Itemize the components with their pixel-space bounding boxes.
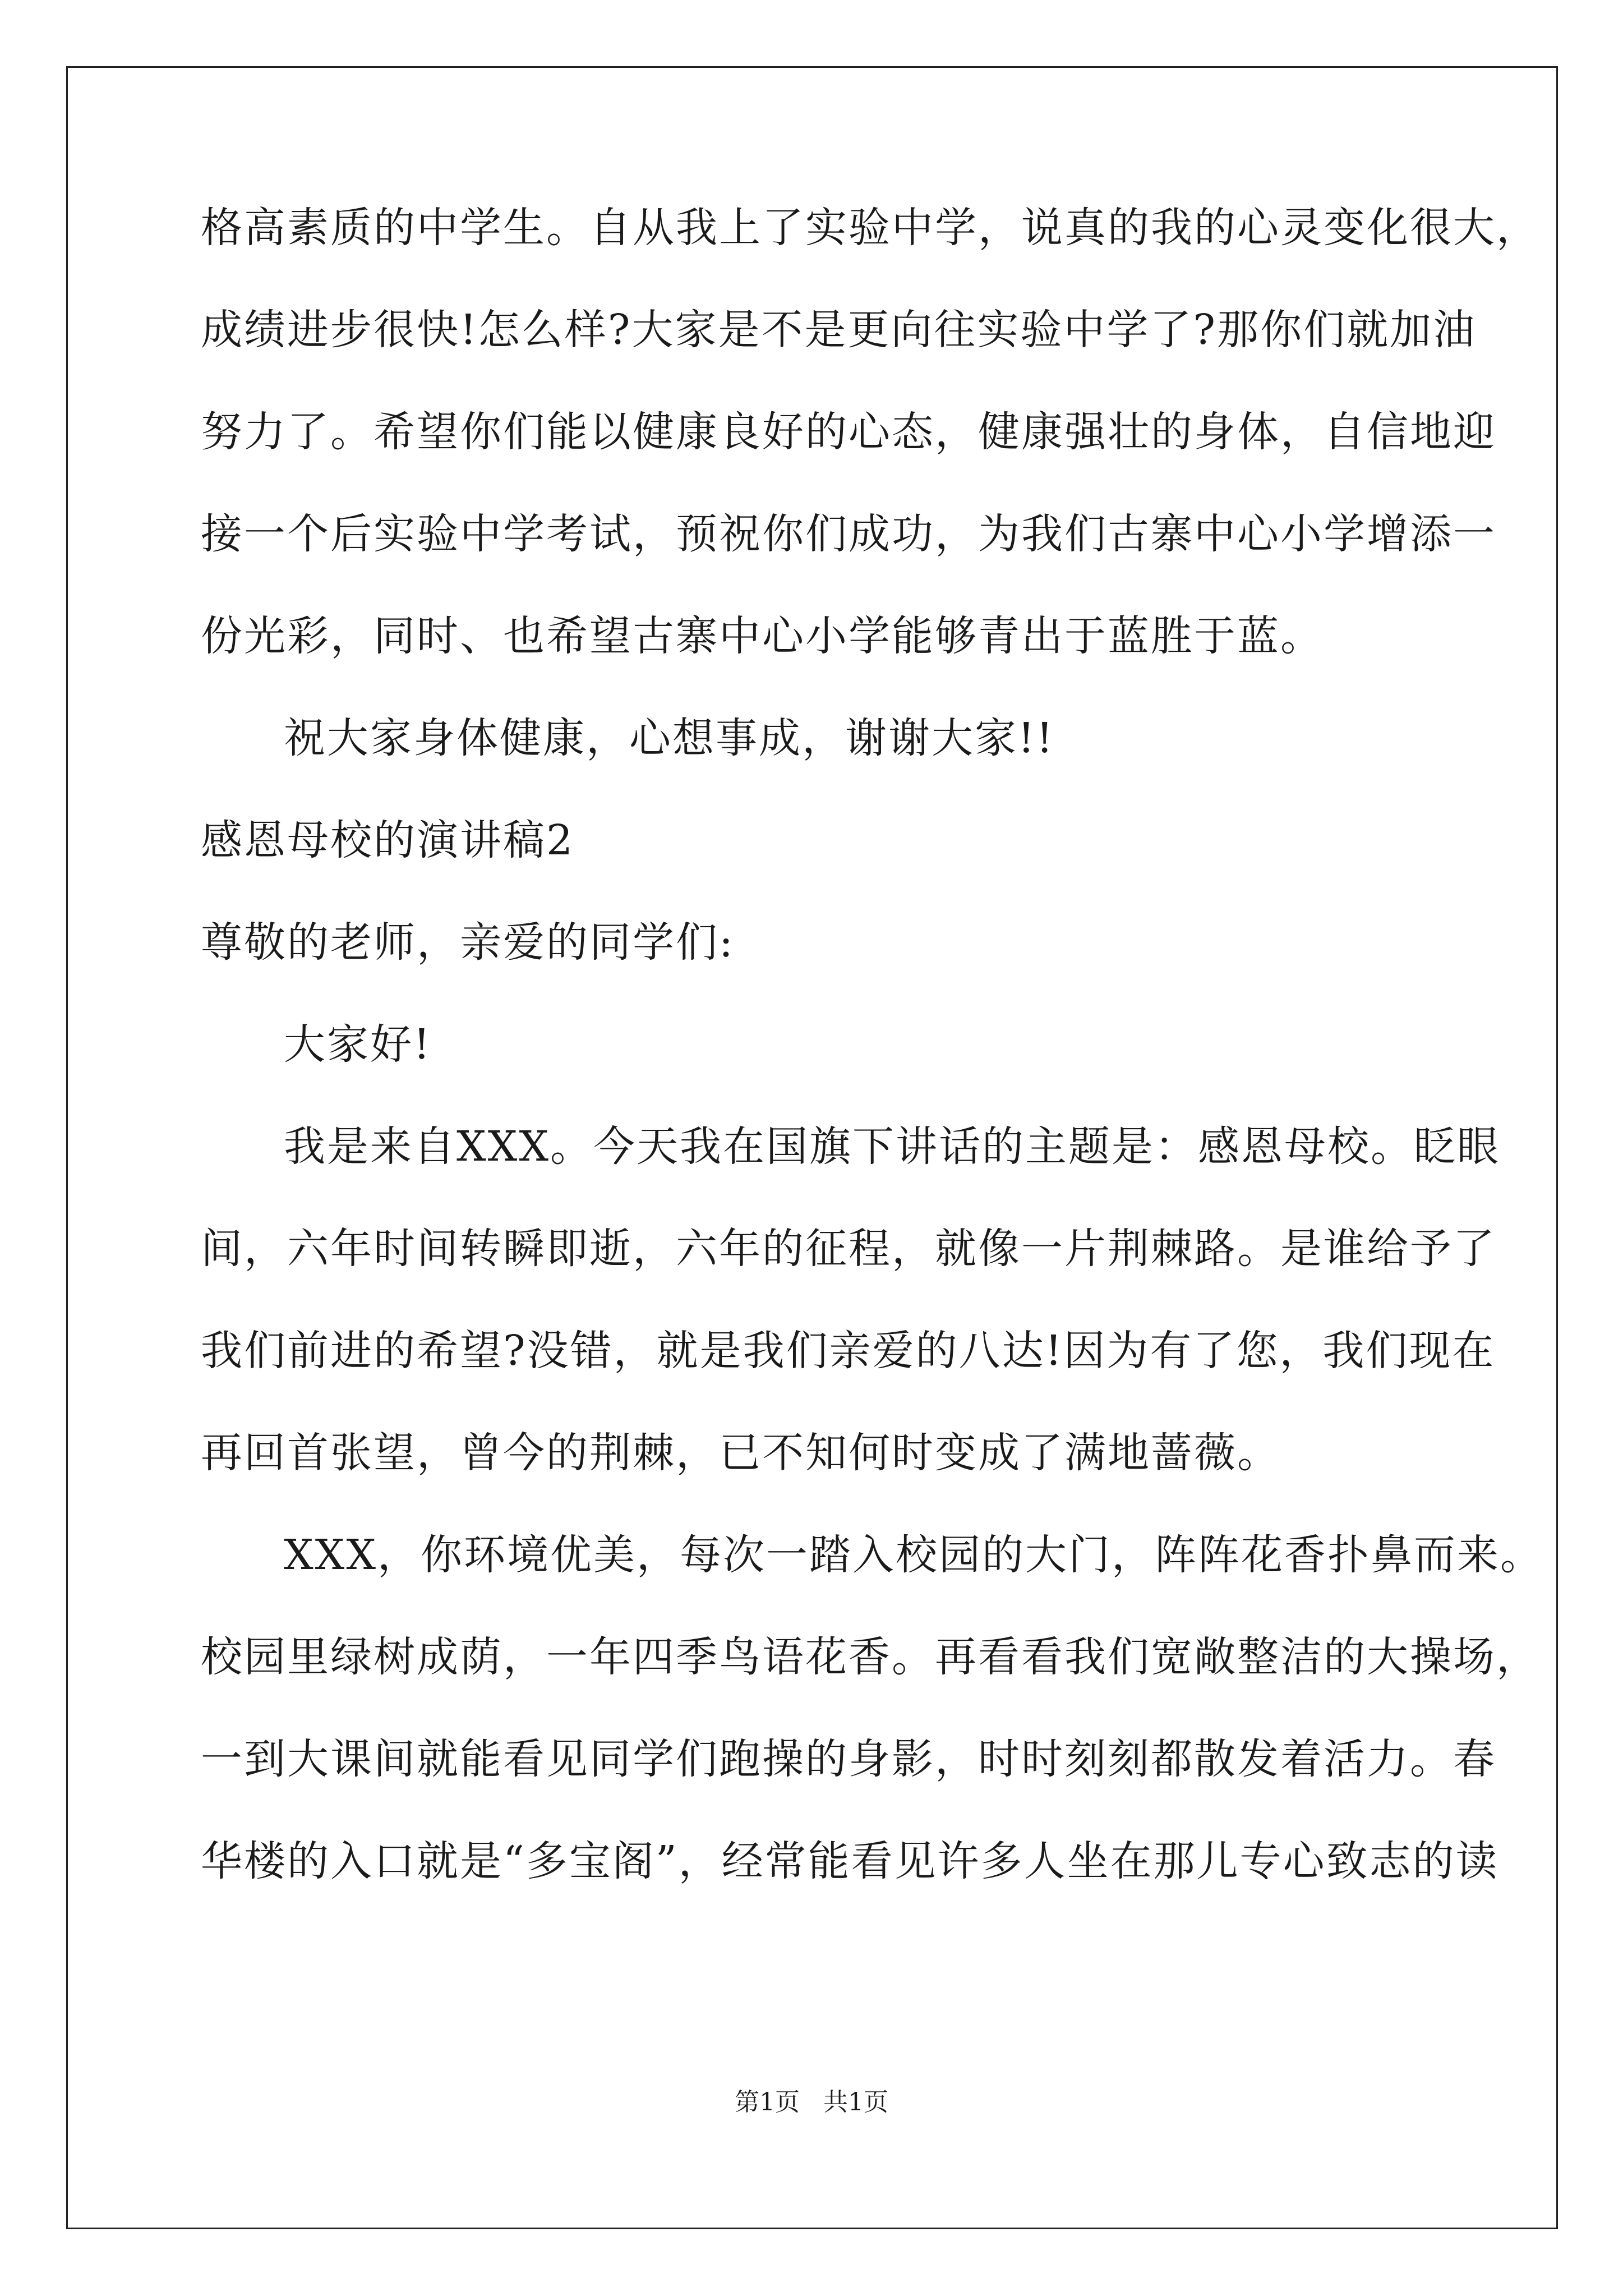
text-line: 份光彩，同时、也希望古寨中心小学能够青出于蓝胜于蓝。	[201, 612, 1324, 660]
page-number-footer: 第1页 共1页	[735, 2088, 888, 2116]
text-line: 我们前进的希望?没错，就是我们亲爱的八达!因为有了您，我们现在	[201, 1327, 1496, 1375]
text-line: 校园里绿树成荫，一年四季鸟语花香。再看看我们宽敞整洁的大操场，	[201, 1633, 1539, 1681]
section-title: 感恩母校的演讲稿2	[201, 816, 575, 864]
paragraph-line: 祝大家身体健康，心想事成，谢谢大家!!	[284, 714, 1055, 762]
text-line: 再回首张望，曾今的荆棘，已不知何时变成了满地蔷薇。	[201, 1429, 1280, 1477]
text-line: 成绩进步很快!怎么样?大家是不是更向往实验中学了?那你们就加油	[201, 306, 1477, 354]
text-line: 努力了。希望你们能以健康良好的心态，健康强壮的身体，自信地迎	[201, 408, 1496, 456]
text-line: 接一个后实验中学考试，预祝你们成功，为我们古寨中心小学增添一	[201, 510, 1496, 558]
text-line: 间，六年时间转瞬即逝，六年的征程，就像一片荆棘路。是谁给予了	[201, 1225, 1496, 1273]
greeting: 大家好!	[284, 1020, 432, 1069]
text-line: 一到大课间就能看见同学们跑操的身影，时时刻刻都散发着活力。春	[201, 1735, 1496, 1783]
text-line: 华楼的入口就是“多宝阁”，经常能看见许多人坐在那儿专心致志的读	[201, 1837, 1499, 1885]
paragraph-line: 我是来自XXX。今天我在国旗下讲话的主题是：感恩母校。眨眼	[284, 1122, 1501, 1171]
salutation: 尊敬的老师，亲爱的同学们:	[201, 918, 735, 967]
text-line: 格高素质的中学生。自从我上了实验中学，说真的我的心灵变化很大，	[201, 204, 1539, 252]
paragraph-line: XXX，你环境优美，每次一踏入校园的大门，阵阵花香扑鼻而来。	[284, 1531, 1544, 1579]
